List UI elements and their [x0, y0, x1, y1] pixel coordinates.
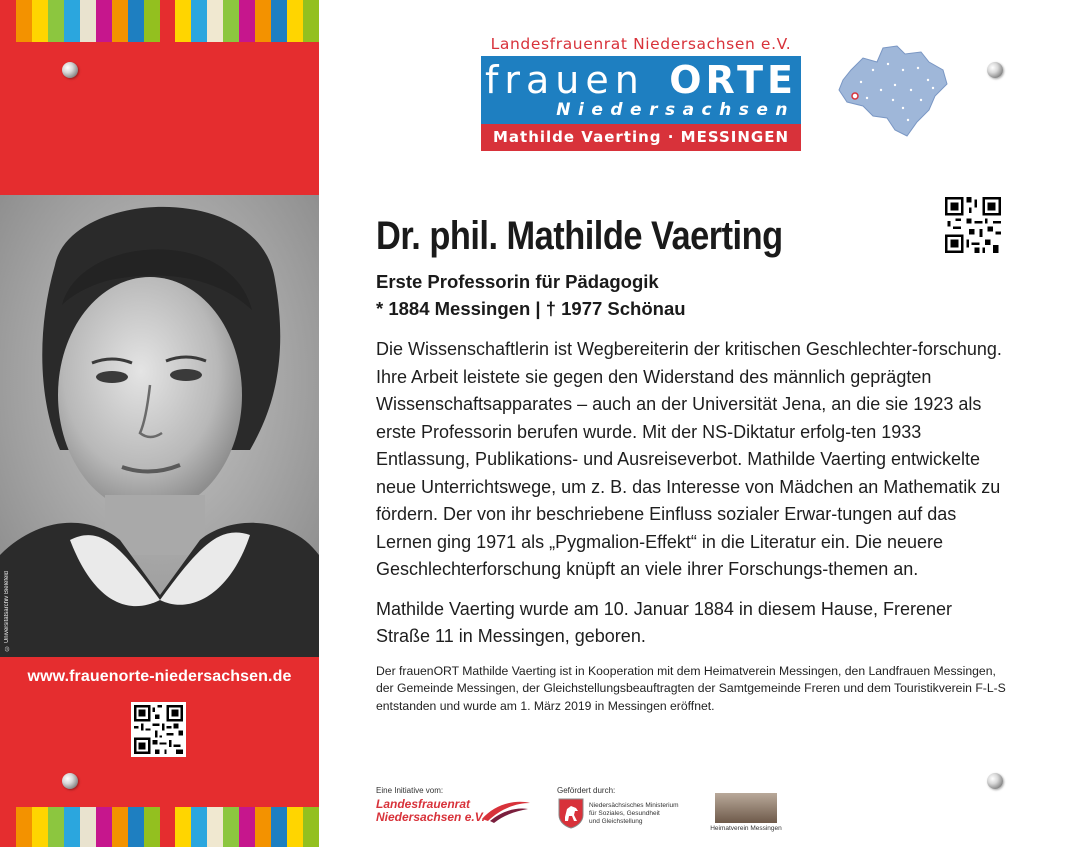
- stripe-segment: [223, 0, 239, 42]
- ministry-line2: für Soziales, Gesundheit: [589, 810, 660, 817]
- stripe-segment: [96, 807, 112, 847]
- logo-orte: ORTE: [669, 58, 797, 102]
- website-link[interactable]: www.frauenorte-niedersachsen.de: [27, 668, 292, 685]
- life-dates: * 1884 Messingen | † 1977 Schönau: [376, 298, 686, 319]
- stripe-segment: [239, 0, 255, 42]
- stripe-segment: [112, 807, 128, 847]
- stripe-segment: [64, 0, 80, 42]
- heimatverein-group-photo: [715, 793, 777, 823]
- stripe-segment: [303, 807, 319, 847]
- funding-label: Gefördert durch:: [557, 786, 616, 795]
- portrait-illustration: [0, 195, 319, 657]
- photo-credit: © Universitätsarchiv Bielefeld: [4, 571, 10, 651]
- stripe-segment: [112, 0, 128, 42]
- stripe-segment: [191, 807, 207, 847]
- pin-icon: [987, 62, 1003, 78]
- niedersachsen-map-icon: [833, 40, 953, 140]
- stripe-segment: [32, 0, 48, 42]
- stripe-segment: [0, 807, 16, 847]
- stripe-segment: [0, 0, 16, 42]
- initiative-block: [376, 786, 485, 823]
- portrait-photo: [0, 195, 319, 657]
- stripe-segment: [96, 0, 112, 42]
- logo-region: Niedersachsen: [556, 100, 795, 120]
- stripe-segment: [175, 807, 191, 847]
- initiative-org-line1: Landesfrauenrat: [376, 797, 471, 811]
- initiative-label: Eine Initiative vom:: [376, 786, 444, 795]
- stripe-segment: [223, 807, 239, 847]
- stripe-segment: [16, 807, 32, 847]
- landesfrauenrat-swoosh-icon: [480, 797, 532, 823]
- stripe-segment: [160, 0, 176, 42]
- ministry-line1: Niedersächsisches Ministerium: [589, 802, 679, 809]
- stripe-segment: [255, 0, 271, 42]
- stripe-segment: [80, 0, 96, 42]
- ministry-line3: und Gleichstellung: [589, 818, 643, 825]
- main-content: [376, 212, 1016, 715]
- heimatverein-block: [710, 793, 782, 832]
- stripe-segment: [80, 807, 96, 847]
- frauenorte-logo: [481, 34, 801, 151]
- stripe-segment: [271, 807, 287, 847]
- sidebar: [0, 0, 319, 847]
- stripe-segment: [303, 0, 319, 42]
- stripe-segment: [128, 807, 144, 847]
- stripe-segment: [144, 807, 160, 847]
- pin-icon: [62, 62, 78, 78]
- logo-org-name: Landesfrauenrat Niedersachsen e.V.: [490, 35, 792, 53]
- stripe-segment: [287, 807, 303, 847]
- birthplace-paragraph: Mathilde Vaerting wurde am 10. Januar 1884 in diesem Hause, Frerener Straße 11 in Messingen, geboren.: [376, 598, 952, 646]
- stripe-segment: [191, 0, 207, 42]
- stripe-segment: [175, 0, 191, 42]
- stripe-segment: [32, 807, 48, 847]
- stripe-segment: [255, 807, 271, 847]
- stripe-segment: [207, 0, 223, 42]
- biography-paragraph: Die Wissenschaftlerin ist Wegbereiterin der kritischen Geschlechter-forschung. Ihre Arbeit leistete sie gegen den Widerstand des männlich geprägten Wissenschaftsapparates – auch an der Universität Jena, an die sie 1923 als erste Professorin berufen wurde. Mit der NS-Diktatur erfolg-ten 1933 Entlassung, Publikations- und Ausreiseverbot. Mathilde Vaerting entwickelte neue Unterrichtswege, um z. B. das Interesse von Mädchen an Mathematik zu fördern. Der von ihr beschriebene Einfluss sozialer Erwar-tungen auf das Lernen ging 1971 als „Pygmalion-Effekt“ in die Literatur ein. Die neuere Geschlechterforschung knüpft an viele ihrer Forschungs-themen an.: [376, 339, 1002, 579]
- location-banner: Mathilde Vaerting · MESSINGEN: [481, 124, 801, 151]
- stripe-segment: [64, 807, 80, 847]
- qr-code-icon: [131, 702, 186, 757]
- stripe-segment: [128, 0, 144, 42]
- stripe-segment: [239, 807, 255, 847]
- stripe-segment: [16, 0, 32, 42]
- stripe-segment: [160, 807, 176, 847]
- stripe-segment: [207, 807, 223, 847]
- logo-frauen: frauen: [485, 58, 645, 102]
- stripe-segment: [48, 0, 64, 42]
- pin-icon: [987, 773, 1003, 789]
- initiative-org-line2: Niedersachsen e.V.: [376, 809, 485, 824]
- logo-blue-band: [481, 56, 801, 124]
- ministry-block: [557, 797, 679, 829]
- stripe-segment: [48, 807, 64, 847]
- pin-icon: [62, 773, 78, 789]
- page-title: Dr. phil. Mathilde Vaerting: [376, 214, 783, 258]
- stripe-segment: [271, 0, 287, 42]
- stripe-segment: [144, 0, 160, 42]
- cooperation-note: Der frauenORT Mathilde Vaerting ist in Kooperation mit dem Heimatverein Messingen, den Landfrauen Messingen, der Gemeinde Messingen, der Gleichstellungsbeauftragten der Samtgemeinde Freren und dem Touristikverein F-L-S entstanden und wurde am 1. März 2019 in Messingen eröffnet.: [376, 663, 1006, 713]
- lower-saxony-coat-of-arms-icon: [557, 797, 585, 829]
- color-stripe-bottom: [0, 807, 319, 847]
- subtitle: Erste Professorin für Pädagogik: [376, 271, 659, 292]
- heimatverein-label: Heimatverein Messingen: [710, 825, 782, 832]
- color-stripe-top: [0, 0, 319, 42]
- stripe-segment: [287, 0, 303, 42]
